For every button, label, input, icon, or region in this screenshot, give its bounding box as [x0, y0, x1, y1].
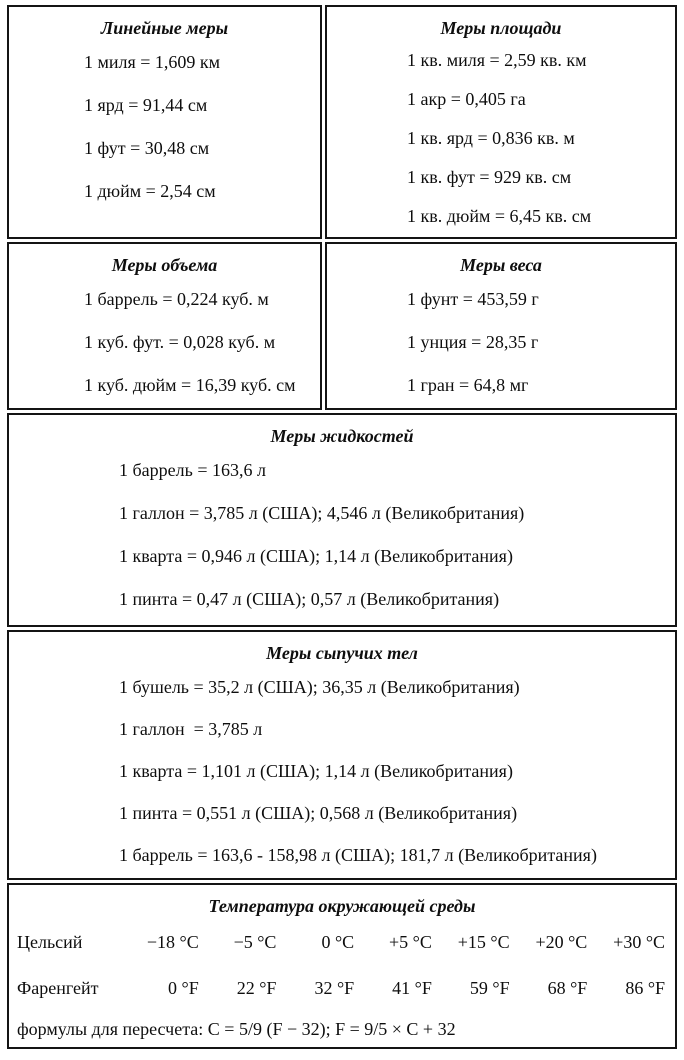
- conversion-line: 1 гран = 64,8 мг: [407, 375, 529, 395]
- celsius-value: −5 °C: [233, 932, 277, 952]
- section-title-temperature: Температура окружающей среды: [208, 896, 476, 916]
- conversion-line: 1 дюйм = 2,54 см: [84, 181, 216, 201]
- section-title-area: Меры площади: [440, 18, 562, 38]
- celsius-value: −18 °C: [146, 932, 199, 952]
- section-volume-measures: [7, 242, 322, 410]
- section-title-weight: Меры веса: [460, 255, 542, 275]
- section-title-volume: Меры объема: [111, 255, 218, 275]
- conversion-line: 1 баррель = 163,6 - 158,98 л (США); 181,7 л (Великобритания): [119, 845, 597, 865]
- section-dry-measures: [7, 630, 677, 880]
- fahrenheit-value: 59 °F: [469, 978, 510, 998]
- section-weight-measures: [325, 242, 677, 410]
- row-temperature: [7, 883, 677, 1049]
- section-liquid-measures: [7, 413, 677, 627]
- section-area-measures: [325, 5, 677, 239]
- fahrenheit-value: 22 °F: [236, 978, 277, 998]
- conversion-line: 1 фут = 30,48 см: [84, 138, 210, 158]
- fahrenheit-value: 86 °F: [625, 978, 666, 998]
- conversion-line: 1 кварта = 1,101 л (США); 1,14 л (Великобритания): [119, 761, 513, 781]
- conversion-line: 1 кв. фут = 929 кв. см: [407, 167, 572, 187]
- conversion-line: 1 кв. ярд = 0,836 кв. м: [407, 128, 575, 148]
- conversion-line: 1 куб. дюйм = 16,39 куб. см: [84, 375, 296, 395]
- conversion-formula: формулы для пересчета: C = 5/9 (F − 32); F = 9/5 × C + 32: [17, 1019, 456, 1039]
- fahrenheit-label: Фаренгейт: [17, 978, 99, 998]
- celsius-value: +15 °C: [457, 932, 510, 952]
- conversion-line: 1 пинта = 0,47 л (США); 0,57 л (Великобритания): [119, 589, 500, 609]
- conversion-line: 1 акр = 0,405 га: [407, 89, 526, 109]
- section-temperature: [7, 883, 677, 1049]
- row-dry: [7, 630, 677, 880]
- fahrenheit-value: 68 °F: [547, 978, 588, 998]
- conversion-line: 1 галлон = 3,785 л (США); 4,546 л (Великобритания): [119, 503, 525, 523]
- section-title-liquid: Меры жидкостей: [270, 426, 414, 446]
- conversion-line: 1 кварта = 0,946 л (США); 1,14 л (Великобритания): [119, 546, 513, 566]
- conversion-line: 1 фунт = 453,59 г: [407, 289, 539, 309]
- fahrenheit-value: 41 °F: [392, 978, 432, 998]
- fahrenheit-value: 0 °F: [168, 978, 199, 998]
- celsius-value: +20 °C: [535, 932, 588, 952]
- conversion-line: 1 куб. фут. = 0,028 куб. м: [84, 332, 276, 352]
- row-volume-weight: [7, 242, 677, 410]
- celsius-label: Цельсий: [17, 932, 83, 952]
- section-linear-measures: [7, 5, 322, 239]
- conversion-line: 1 баррель = 163,6 л: [119, 460, 266, 480]
- celsius-value: +30 °C: [613, 932, 666, 952]
- conversion-line: 1 галлон = 3,785 л: [119, 719, 263, 739]
- celsius-row: [9, 919, 675, 965]
- conversion-line: 1 бушель = 35,2 л (США); 36,35 л (Великобритания): [119, 677, 520, 697]
- section-title-linear: Линейные меры: [100, 18, 229, 38]
- conversion-line: 1 пинта = 0,551 л (США); 0,568 л (Великобритания): [119, 803, 518, 823]
- celsius-value: 0 °C: [321, 932, 355, 952]
- conversion-line: 1 ярд = 91,44 см: [84, 95, 208, 115]
- conversion-line: 1 кв. дюйм = 6,45 кв. см: [407, 206, 592, 226]
- celsius-value: +5 °C: [389, 932, 432, 952]
- fahrenheit-value: 32 °F: [314, 978, 355, 998]
- row-liquid: [7, 413, 677, 627]
- conversion-line: 1 баррель = 0,224 куб. м: [84, 289, 269, 309]
- section-title-dry: Меры сыпучих тел: [266, 643, 418, 663]
- conversion-line: 1 унция = 28,35 г: [407, 332, 539, 352]
- conversion-line: 1 миля = 1,609 км: [84, 52, 221, 72]
- row-linear-area: [7, 5, 677, 239]
- conversion-line: 1 кв. миля = 2,59 кв. км: [407, 50, 587, 70]
- fahrenheit-row: [9, 965, 675, 1011]
